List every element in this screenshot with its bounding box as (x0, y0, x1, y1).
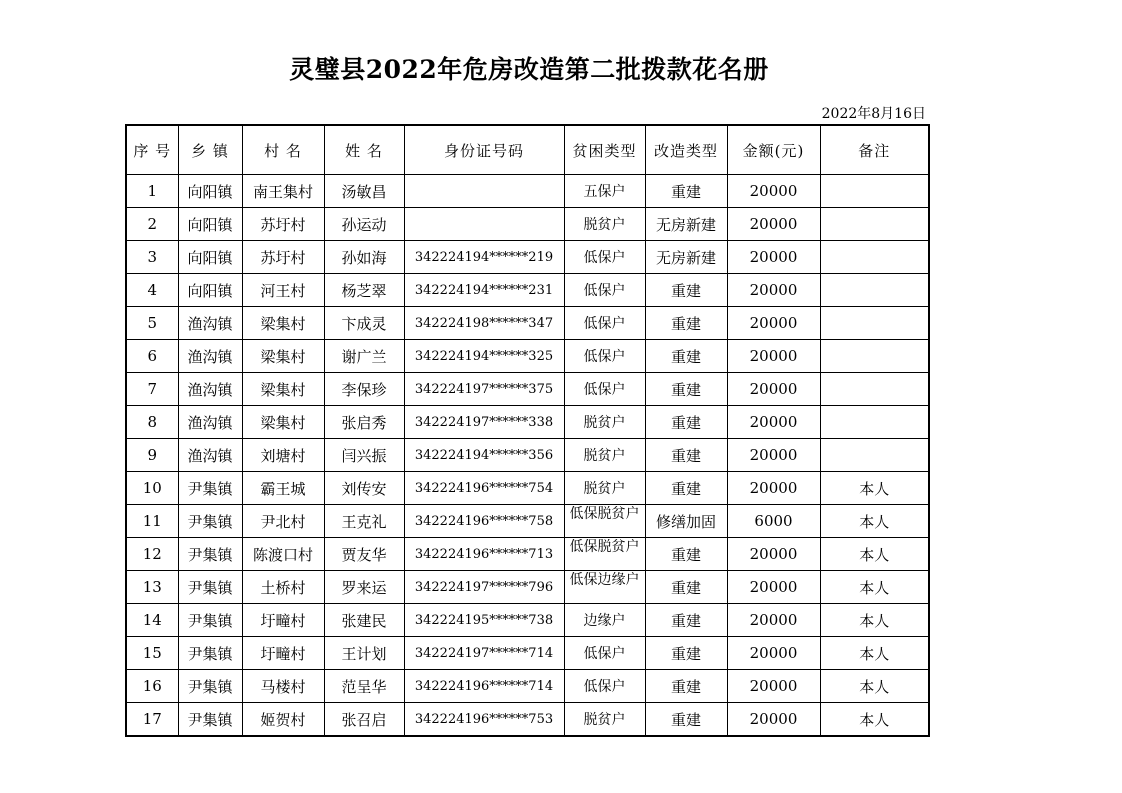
cell-seq: 12 (126, 538, 178, 571)
cell-town: 尹集镇 (178, 637, 242, 670)
cell-seq: 9 (126, 439, 178, 472)
table-row (126, 505, 929, 538)
cell-poverty-type (564, 208, 645, 241)
cell-town: 向阳镇 (178, 208, 242, 241)
cell-village: 刘塘村 (242, 439, 324, 472)
cell-town: 尹集镇 (178, 670, 242, 703)
cell-remark: 本人 (820, 538, 929, 571)
cell-amount: 20000 (727, 538, 820, 571)
poverty-type-text: 脱贫户 (583, 481, 626, 497)
table-row (126, 208, 929, 241)
cell-id-number: 342224197******796 (404, 571, 564, 604)
cell-amount: 20000 (727, 703, 820, 737)
cell-town: 尹集镇 (178, 571, 242, 604)
cell-amount: 20000 (727, 571, 820, 604)
cell-village: 河王村 (242, 274, 324, 307)
cell-amount: 20000 (727, 340, 820, 373)
cell-name: 王克礼 (324, 505, 404, 538)
table-row (126, 307, 929, 340)
cell-poverty-type (564, 538, 645, 571)
table-row (126, 538, 929, 571)
cell-renovation-type: 重建 (645, 538, 727, 571)
cell-village: 梁集村 (242, 406, 324, 439)
cell-poverty-type (564, 406, 645, 439)
cell-poverty-type (564, 637, 645, 670)
cell-name: 罗来运 (324, 571, 404, 604)
document-date: 2022年8月16日 (821, 106, 926, 122)
cell-id-number: 342224194******231 (404, 274, 564, 307)
poverty-type-text: 五保户 (583, 184, 626, 200)
cell-seq: 15 (126, 637, 178, 670)
cell-name: 孙运动 (324, 208, 404, 241)
cell-village: 圩疃村 (242, 604, 324, 637)
cell-renovation-type: 重建 (645, 670, 727, 703)
cell-renovation-type: 重建 (645, 439, 727, 472)
poverty-type-text: 低保户 (583, 283, 626, 299)
cell-seq: 6 (126, 340, 178, 373)
header-poverty-type: 贫困类型 (564, 125, 645, 175)
cell-town: 渔沟镇 (178, 340, 242, 373)
poverty-type-text: 脱贫户 (583, 217, 626, 233)
cell-village: 陈渡口村 (242, 538, 324, 571)
cell-seq: 7 (126, 373, 178, 406)
cell-amount: 20000 (727, 604, 820, 637)
cell-name: 张启秀 (324, 406, 404, 439)
cell-renovation-type: 无房新建 (645, 241, 727, 274)
cell-name: 杨芝翠 (324, 274, 404, 307)
cell-seq: 2 (126, 208, 178, 241)
cell-remark: 本人 (820, 604, 929, 637)
poverty-type-text: 低保户 (583, 679, 626, 695)
cell-id-number (404, 208, 564, 241)
poverty-type-text: 低保脱贫户 (569, 538, 640, 555)
cell-seq: 1 (126, 175, 178, 208)
table-row (126, 274, 929, 307)
roster-table (125, 124, 930, 737)
cell-name: 刘传安 (324, 472, 404, 505)
cell-remark (820, 307, 929, 340)
poverty-type-text: 低保边缘户 (569, 571, 640, 588)
header-id-number: 身份证号码 (404, 125, 564, 175)
table-row (126, 373, 929, 406)
cell-village: 苏圩村 (242, 241, 324, 274)
cell-town: 尹集镇 (178, 505, 242, 538)
cell-remark (820, 373, 929, 406)
cell-village: 圩疃村 (242, 637, 324, 670)
table-row (126, 637, 929, 670)
cell-remark: 本人 (820, 670, 929, 703)
cell-seq: 5 (126, 307, 178, 340)
cell-amount: 20000 (727, 637, 820, 670)
cell-remark: 本人 (820, 571, 929, 604)
cell-poverty-type (564, 439, 645, 472)
cell-poverty-type (564, 340, 645, 373)
cell-village: 马楼村 (242, 670, 324, 703)
cell-seq: 10 (126, 472, 178, 505)
table-row (126, 472, 929, 505)
cell-name: 李保珍 (324, 373, 404, 406)
cell-amount: 20000 (727, 175, 820, 208)
cell-town: 渔沟镇 (178, 406, 242, 439)
cell-amount: 20000 (727, 472, 820, 505)
cell-remark (820, 340, 929, 373)
cell-id-number: 342224196******753 (404, 703, 564, 737)
cell-renovation-type: 重建 (645, 274, 727, 307)
cell-id-number: 342224198******347 (404, 307, 564, 340)
cell-town: 向阳镇 (178, 175, 242, 208)
cell-village: 梁集村 (242, 340, 324, 373)
cell-renovation-type: 重建 (645, 604, 727, 637)
roster-body (126, 175, 929, 737)
cell-renovation-type: 修缮加固 (645, 505, 727, 538)
cell-town: 渔沟镇 (178, 373, 242, 406)
cell-poverty-type (564, 571, 645, 604)
cell-name: 卞成灵 (324, 307, 404, 340)
cell-poverty-type (564, 175, 645, 208)
cell-seq: 8 (126, 406, 178, 439)
poverty-type-text: 低保户 (583, 646, 626, 662)
cell-amount: 20000 (727, 241, 820, 274)
cell-town: 向阳镇 (178, 274, 242, 307)
cell-village: 土桥村 (242, 571, 324, 604)
cell-remark: 本人 (820, 703, 929, 737)
cell-id-number (404, 175, 564, 208)
cell-town: 渔沟镇 (178, 307, 242, 340)
cell-village: 姬贺村 (242, 703, 324, 737)
cell-id-number: 342224197******338 (404, 406, 564, 439)
cell-poverty-type (564, 604, 645, 637)
cell-id-number: 342224196******754 (404, 472, 564, 505)
cell-name: 张建民 (324, 604, 404, 637)
header-seq: 序 号 (126, 125, 178, 175)
table-row (126, 175, 929, 208)
cell-name: 孙如海 (324, 241, 404, 274)
cell-seq: 3 (126, 241, 178, 274)
cell-name: 汤敏昌 (324, 175, 404, 208)
poverty-type-text: 低保户 (583, 382, 626, 398)
cell-renovation-type: 无房新建 (645, 208, 727, 241)
cell-village: 南王集村 (242, 175, 324, 208)
cell-remark (820, 175, 929, 208)
header-village: 村 名 (242, 125, 324, 175)
cell-id-number: 342224196******758 (404, 505, 564, 538)
table-row (126, 670, 929, 703)
cell-renovation-type: 重建 (645, 406, 727, 439)
document-title: 灵璧县2022年危房改造第二批拨款花名册 (289, 55, 769, 84)
cell-remark: 本人 (820, 505, 929, 538)
cell-renovation-type: 重建 (645, 571, 727, 604)
cell-seq: 4 (126, 274, 178, 307)
cell-seq: 11 (126, 505, 178, 538)
cell-remark: 本人 (820, 637, 929, 670)
cell-amount: 20000 (727, 274, 820, 307)
cell-remark (820, 406, 929, 439)
cell-id-number: 342224197******375 (404, 373, 564, 406)
cell-poverty-type (564, 373, 645, 406)
header-name: 姓 名 (324, 125, 404, 175)
cell-village: 苏圩村 (242, 208, 324, 241)
cell-seq: 16 (126, 670, 178, 703)
cell-town: 尹集镇 (178, 472, 242, 505)
cell-id-number: 342224194******219 (404, 241, 564, 274)
cell-village: 梁集村 (242, 373, 324, 406)
table-row (126, 703, 929, 737)
cell-village: 梁集村 (242, 307, 324, 340)
cell-poverty-type (564, 274, 645, 307)
cell-renovation-type: 重建 (645, 340, 727, 373)
table-row (126, 439, 929, 472)
poverty-type-text: 脱贫户 (583, 448, 626, 464)
table-row (126, 340, 929, 373)
cell-remark: 本人 (820, 472, 929, 505)
header-row (126, 125, 929, 175)
cell-town: 渔沟镇 (178, 439, 242, 472)
poverty-type-text: 低保户 (583, 250, 626, 266)
poverty-type-text: 低保户 (583, 349, 626, 365)
cell-poverty-type (564, 703, 645, 737)
cell-renovation-type: 重建 (645, 373, 727, 406)
cell-remark (820, 208, 929, 241)
cell-remark (820, 241, 929, 274)
cell-poverty-type (564, 472, 645, 505)
cell-amount: 6000 (727, 505, 820, 538)
cell-remark (820, 274, 929, 307)
poverty-type-text: 低保户 (583, 316, 626, 332)
cell-id-number: 342224194******325 (404, 340, 564, 373)
cell-id-number: 342224196******714 (404, 670, 564, 703)
cell-id-number: 342224197******714 (404, 637, 564, 670)
cell-poverty-type (564, 670, 645, 703)
cell-town: 向阳镇 (178, 241, 242, 274)
cell-amount: 20000 (727, 439, 820, 472)
cell-renovation-type: 重建 (645, 472, 727, 505)
cell-remark (820, 439, 929, 472)
cell-name: 谢广兰 (324, 340, 404, 373)
cell-amount: 20000 (727, 373, 820, 406)
table-row (126, 604, 929, 637)
cell-id-number: 342224196******713 (404, 538, 564, 571)
cell-renovation-type: 重建 (645, 175, 727, 208)
cell-poverty-type (564, 307, 645, 340)
table-row (126, 571, 929, 604)
poverty-type-text: 脱贫户 (583, 712, 626, 728)
poverty-type-text: 脱贫户 (583, 415, 626, 431)
cell-amount: 20000 (727, 307, 820, 340)
cell-seq: 13 (126, 571, 178, 604)
cell-seq: 14 (126, 604, 178, 637)
cell-poverty-type (564, 241, 645, 274)
header-amount: 金额(元) (727, 125, 820, 175)
cell-town: 尹集镇 (178, 538, 242, 571)
cell-town: 尹集镇 (178, 703, 242, 737)
cell-renovation-type: 重建 (645, 637, 727, 670)
cell-name: 贾友华 (324, 538, 404, 571)
table-row (126, 241, 929, 274)
header-remark: 备注 (820, 125, 929, 175)
cell-id-number: 342224194******356 (404, 439, 564, 472)
cell-poverty-type (564, 505, 645, 538)
cell-village: 尹北村 (242, 505, 324, 538)
cell-amount: 20000 (727, 406, 820, 439)
cell-id-number: 342224195******738 (404, 604, 564, 637)
header-town: 乡 镇 (178, 125, 242, 175)
header-renovation-type: 改造类型 (645, 125, 727, 175)
cell-name: 张召启 (324, 703, 404, 737)
cell-seq: 17 (126, 703, 178, 737)
cell-name: 王计划 (324, 637, 404, 670)
cell-town: 尹集镇 (178, 604, 242, 637)
poverty-type-text: 边缘户 (583, 613, 626, 629)
cell-renovation-type: 重建 (645, 307, 727, 340)
poverty-type-text: 低保脱贫户 (569, 505, 640, 522)
cell-name: 闫兴振 (324, 439, 404, 472)
cell-name: 范呈华 (324, 670, 404, 703)
table-row (126, 406, 929, 439)
cell-renovation-type: 重建 (645, 703, 727, 737)
cell-village: 霸王城 (242, 472, 324, 505)
cell-amount: 20000 (727, 670, 820, 703)
cell-amount: 20000 (727, 208, 820, 241)
